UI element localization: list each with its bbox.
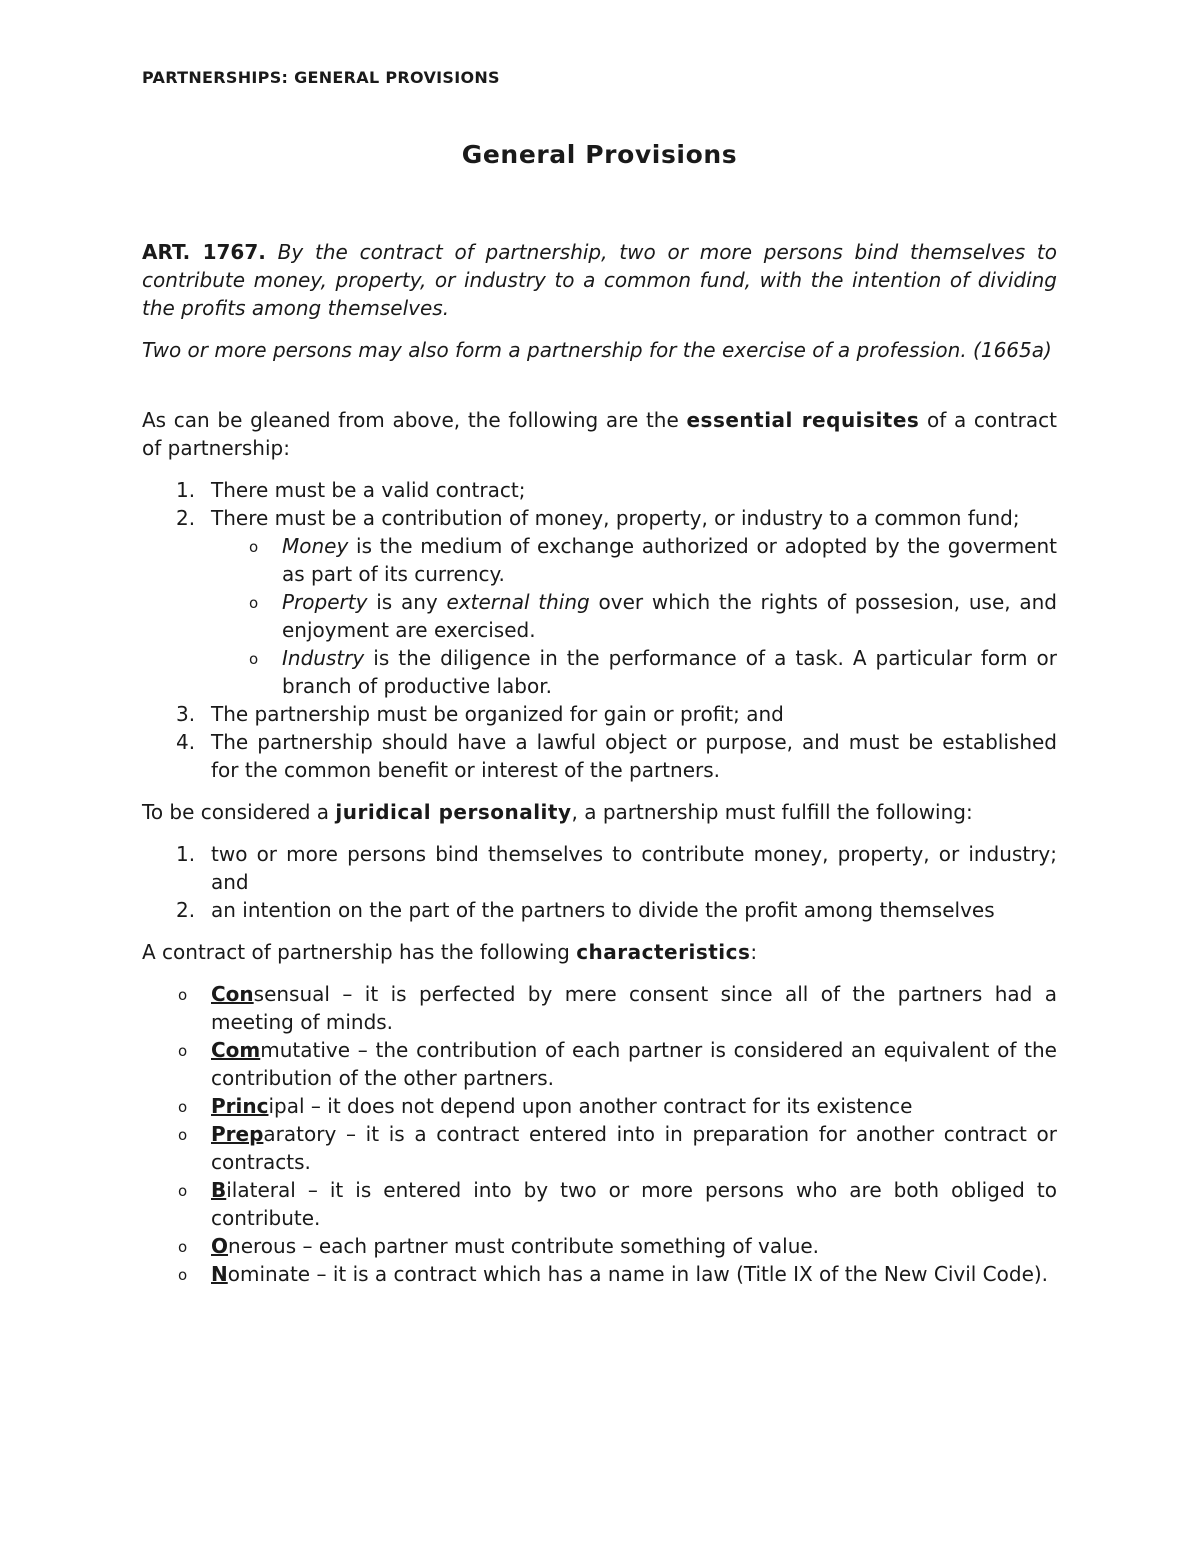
list-item: o Commutative – the contribution of each partner is considered an equivalent of the contribution of the other partners. [178,1038,1057,1090]
characteristics-list [142,980,1057,1288]
article-1767 [142,238,1057,322]
circle-bullet-icon: o [178,1098,188,1116]
list-item: o Money is the medium of exchange authorized or adopted by the goverment as part of its currency. [249,534,1058,586]
article-second-paragraph: Two or more persons may also form a partnership for the exercise of a profession. (1665a) [142,338,1052,362]
page-title: General Provisions [461,140,738,169]
circle-bullet-icon: o [178,1266,188,1284]
list-item: o Industry is the diligence in the performance of a task. A particular form or branch of productive labor. [249,646,1057,698]
juridical-list [142,840,1057,924]
list-item: o Onerous – each partner must contribute something of value. [142,1232,1057,1260]
contribution-types-list [211,532,1057,700]
circle-bullet-icon: o [178,1042,188,1060]
list-item: o Consensual – it is perfected by mere consent since all of the partners had a meeting of minds. [178,982,1057,1034]
list-item: 1. two or more persons bind themselves to contribute money, property, or industry; and [176,842,1057,894]
requisites-term: essential requisites [686,408,920,432]
list-item: 2. an intention on the part of the partners to divide the profit among themselves [176,898,995,922]
article-text: By the contract of partnership, two or more persons bind themselves to contribute money, property, or industry to a common fund, with the intention of dividing the profits among themselves. [142,240,1057,320]
page-header: PARTNERSHIPS: GENERAL PROVISIONS [142,68,500,87]
list-item: 1. There must be a valid contract; [176,478,526,502]
circle-bullet-icon: o [178,986,188,1004]
requisites-list [142,476,1057,784]
document-body [142,238,1057,1288]
circle-bullet-icon: o [249,650,259,668]
list-item: 2. There must be a contribution of money, property, or industry to a common fund; o Money is the medium of exchange authorized or adopted by the goverment as part of its currency. o Property is any external thing over which the rights of possesion, use, and enjoyment are exercised. o Industry is the diligence in the performance of a task. A particular form or branch of productive labor. [176,506,1058,698]
circle-bullet-icon: o [249,538,259,556]
requisites-intro: As can be gleaned from above, the following are the essential requisites of a contract of partnership: [142,408,1057,460]
juridical-term: juridical personality [335,800,572,824]
list-item: o Preparatory – it is a contract entered into in preparation for another contract or contracts. [178,1122,1057,1174]
list-item: o Bilateral – it is entered into by two or more persons who are both obliged to contribute. [178,1178,1057,1230]
circle-bullet-icon: o [178,1182,188,1200]
characteristics-term: characteristics [576,940,751,964]
juridical-intro: To be considered a juridical personality, a partnership must fulfill the following: [142,800,973,824]
circle-bullet-icon: o [249,594,259,612]
article-number: ART. 1767. [142,240,266,264]
characteristics-intro: A contract of partnership has the following characteristics: [142,940,758,964]
circle-bullet-icon: o [178,1126,188,1144]
list-item: o Nominate – it is a contract which has a name in law (Title IX of the New Civil Code). [142,1260,1057,1288]
list-item: 3. The partnership must be organized for gain or profit; and [176,702,784,726]
list-item: 4. The partnership should have a lawful object or purpose, and must be established for the common benefit or interest of the partners. [176,730,1057,782]
circle-bullet-icon: o [178,1238,188,1256]
list-item: o Principal – it does not depend upon another contract for its existence [142,1092,1057,1120]
list-item: o Property is any external thing over which the rights of possesion, use, and enjoyment are exercised. [249,590,1058,642]
